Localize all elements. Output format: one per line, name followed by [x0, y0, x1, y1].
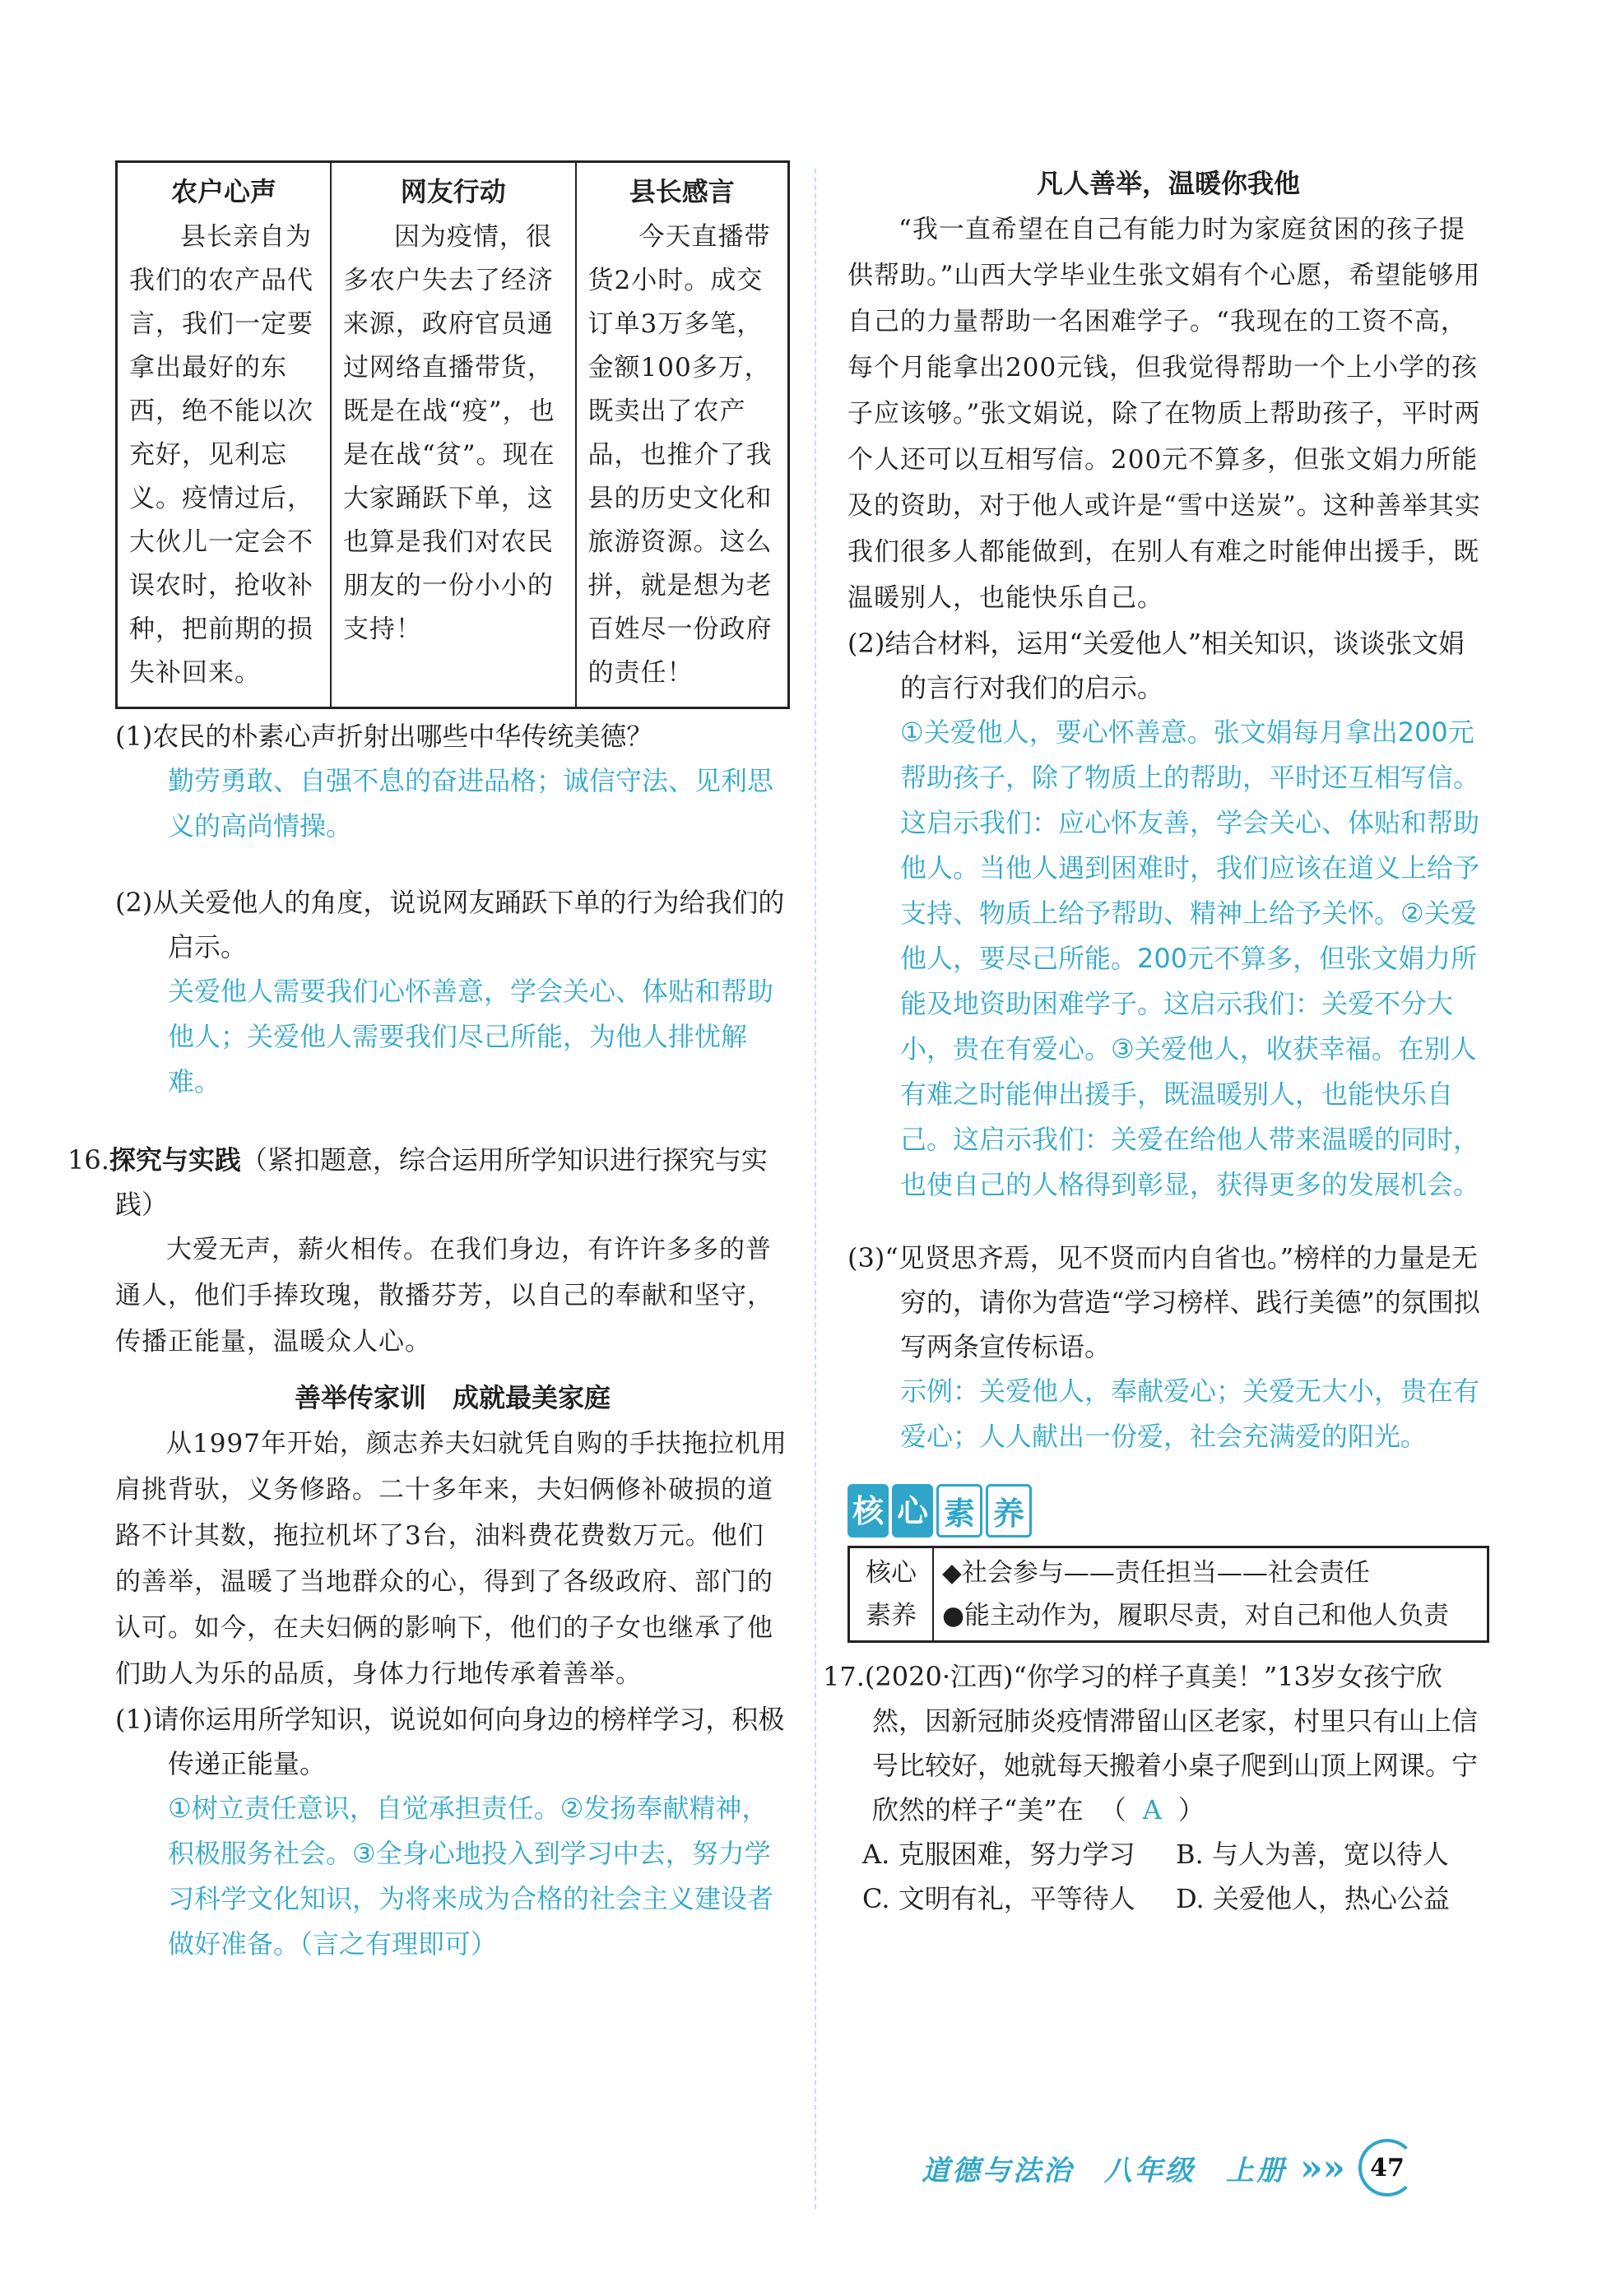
story-text-right: “我一直希望在自己有能力时为家庭贫困的孩子提供帮助。”山西大学毕业生张文娟有个心愿，希望能够用自己的力量帮助一名困难学子。“我现在的工资不高，每个月能拿出200元钱，但我觉得帮助一个上小学的孩子应该够。”张文娟说，除了在物质上帮助孩子，平时两个人还可以互相写信。200元不算多，但张文娟力所能及的资助，对于他人或许是“雪中送炭”。这种善举其实我们很多人都能做到，在别人有难之时能伸出援手，既温暖别人，也能快乐自己。: [847, 215, 1481, 613]
question-heading: 探究与实践: [109, 1144, 241, 1176]
sub-question-1: (1)请你运用所学知识，说说如何向身边的榜样学习，积极传递正能量。: [115, 1704, 785, 1779]
choices: [847, 1832, 1489, 1921]
right-column: [823, 160, 1489, 1921]
core-content: ◆社会参与——责任担当——社会责任 ●能主动作为，履职尽责，对自己和他人负责: [942, 1558, 1450, 1630]
story-title-right: 凡人善举，温暖你我他: [1036, 168, 1300, 199]
core-competency-table: [847, 1546, 1489, 1643]
question-17: 17.(2020·江西)“你学习的样子真美！”13岁女孩宁欣然，因新冠肺炎疫情滞留山区老家，村里只有山上信号比较好，她就每天搬着小桌子爬到山顶上网课。宁欣然的样子“美”在 （ A ）: [823, 1661, 1479, 1825]
sub-answer-3: 示例：关爱他人，奉献爱心；关爱无大小，贵在有爱心；人人献出一份爱，社会充满爱的阳光。: [900, 1375, 1480, 1452]
choice-b: B. 与人为善，宽以待人: [1176, 1839, 1449, 1870]
question-2: (2)从关爱他人的角度，说说网友踊跃下单的行为给我们的启示。: [115, 887, 785, 962]
choice-c: C. 文明有礼，平等待人: [862, 1883, 1135, 1914]
left-column: [67, 160, 790, 1967]
column-divider: [815, 169, 816, 2209]
sub-question-3: (3)“见贤思齐焉，见不贤而内自省也。”榜样的力量是无穷的，请你为营造“学习榜样、践行美德”的氛围拟写两条宣传标语。: [847, 1242, 1480, 1362]
question-1: (1)农民的朴素心声折射出哪些中华传统美德？: [115, 721, 653, 752]
page-number: 47: [1358, 2139, 1416, 2196]
sub-question-2: (2)结合材料，运用“关爱他人”相关知识，谈谈张文娟的言行对我们的启示。: [847, 628, 1465, 703]
core-competency-badge: 核 心 素 养: [847, 1484, 1489, 1538]
story-title: 善举传家训 成就最美家庭: [294, 1382, 611, 1413]
intro-text: 大爱无声，薪火相传。在我们身边，有许许多多的普通人，他们手捧玫瑰，散播芬芳，以自己的奉献和坚守，传播正能量，温暖众人心。: [115, 1235, 773, 1357]
subject-label: 道德与法治 八年级 上册: [922, 2154, 1287, 2187]
story-text: 从1997年开始，颜志养夫妇就凭自购的手扶拖拉机用肩挑背驮，义务修路。二十多年来，夫妇俩修补破损的道路不计其数，拖拉机坏了3台，油料费花费数万元。他们的善举，温暖了当地群众的心，得到了各级政府、部门的认可。如今，在夫妇俩的影响下，他们的子女也继承了他们助人为乐的品质，身体力行地传承着善举。: [115, 1429, 787, 1689]
table-header: 县长感言: [576, 162, 789, 215]
question-16: 16.探究与实践（紧扣题意，综合运用所学知识进行探究与实践）: [67, 1144, 768, 1220]
double-chevron-icon: »»: [1300, 2146, 1345, 2189]
table-cell: 因为疫情，很多农户失去了经济来源，政府官员通过网络直播带货，既是在战“疫”，也是在战“贫”。现在大家踊跃下单，这也算是我们对农民朋友的一份小小的支持！: [331, 214, 576, 708]
answer-2: 关爱他人需要我们心怀善意，学会关心、体贴和帮助他人；关爱他人需要我们尽己所能，为他人排忧解难。: [168, 976, 774, 1097]
table-header: 网友行动: [331, 162, 576, 215]
sub-answer-2: ①关爱他人，要心怀善意。张文娟每月拿出200元帮助孩子，除了物质上的帮助，平时还互相写信。这启示我们：应心怀友善，学会关心、体贴和帮助他人。当他人遇到困难时，我们应该在道义上给予支持、物质上给予帮助、精神上给予关怀。②关爱他人，要尽己所能。200元不算多，但张文娟力所能及地资助困难学子。这启示我们：关爱不分大小，贵在有爱心。③关爱他人，收获幸福。在别人有难之时能伸出援手，既温暖别人，也能快乐自己。这启示我们：关爱在给他人带来温暖的同时，也使自己的人格得到彰显，获得更多的发展机会。: [900, 717, 1480, 1200]
choice-d: D. 关爱他人，热心公益: [1176, 1883, 1450, 1914]
sub-answer-1: ①树立责任意识，自觉承担责任。②发扬奉献精神，积极服务社会。③全身心地投入到学习中去，努力学习科学文化知识，为将来成为合格的社会主义建设者做好准备。（言之有理即可）: [168, 1793, 774, 1960]
opinion-table: [115, 160, 790, 709]
answer-choice: A: [1142, 1794, 1162, 1825]
core-label: 核心素养: [849, 1547, 934, 1642]
table-cell: 今天直播带货2小时。成交订单3万多笔，金额100多万，既卖出了农产品，也推介了我县的历史文化和旅游资源。这么拼，就是想为老百姓尽一份政府的责任！: [576, 214, 789, 708]
table-cell: 县长亲自为我们的农产品代言，我们一定要拿出最好的东西，绝不能以次充好，见利忘义。疫情过后，大伙儿一定会不误农时，抢收补种，把前期的损失补回来。: [129, 222, 313, 688]
table-header: 农户心声: [170, 176, 276, 207]
page-footer: [922, 2139, 1416, 2196]
answer-1: 勤劳勇敢、自强不息的奋进品格；诚信守法、见利思义的高尚情操。: [168, 765, 774, 842]
choice-a: A. 克服困难，努力学习: [862, 1839, 1135, 1870]
